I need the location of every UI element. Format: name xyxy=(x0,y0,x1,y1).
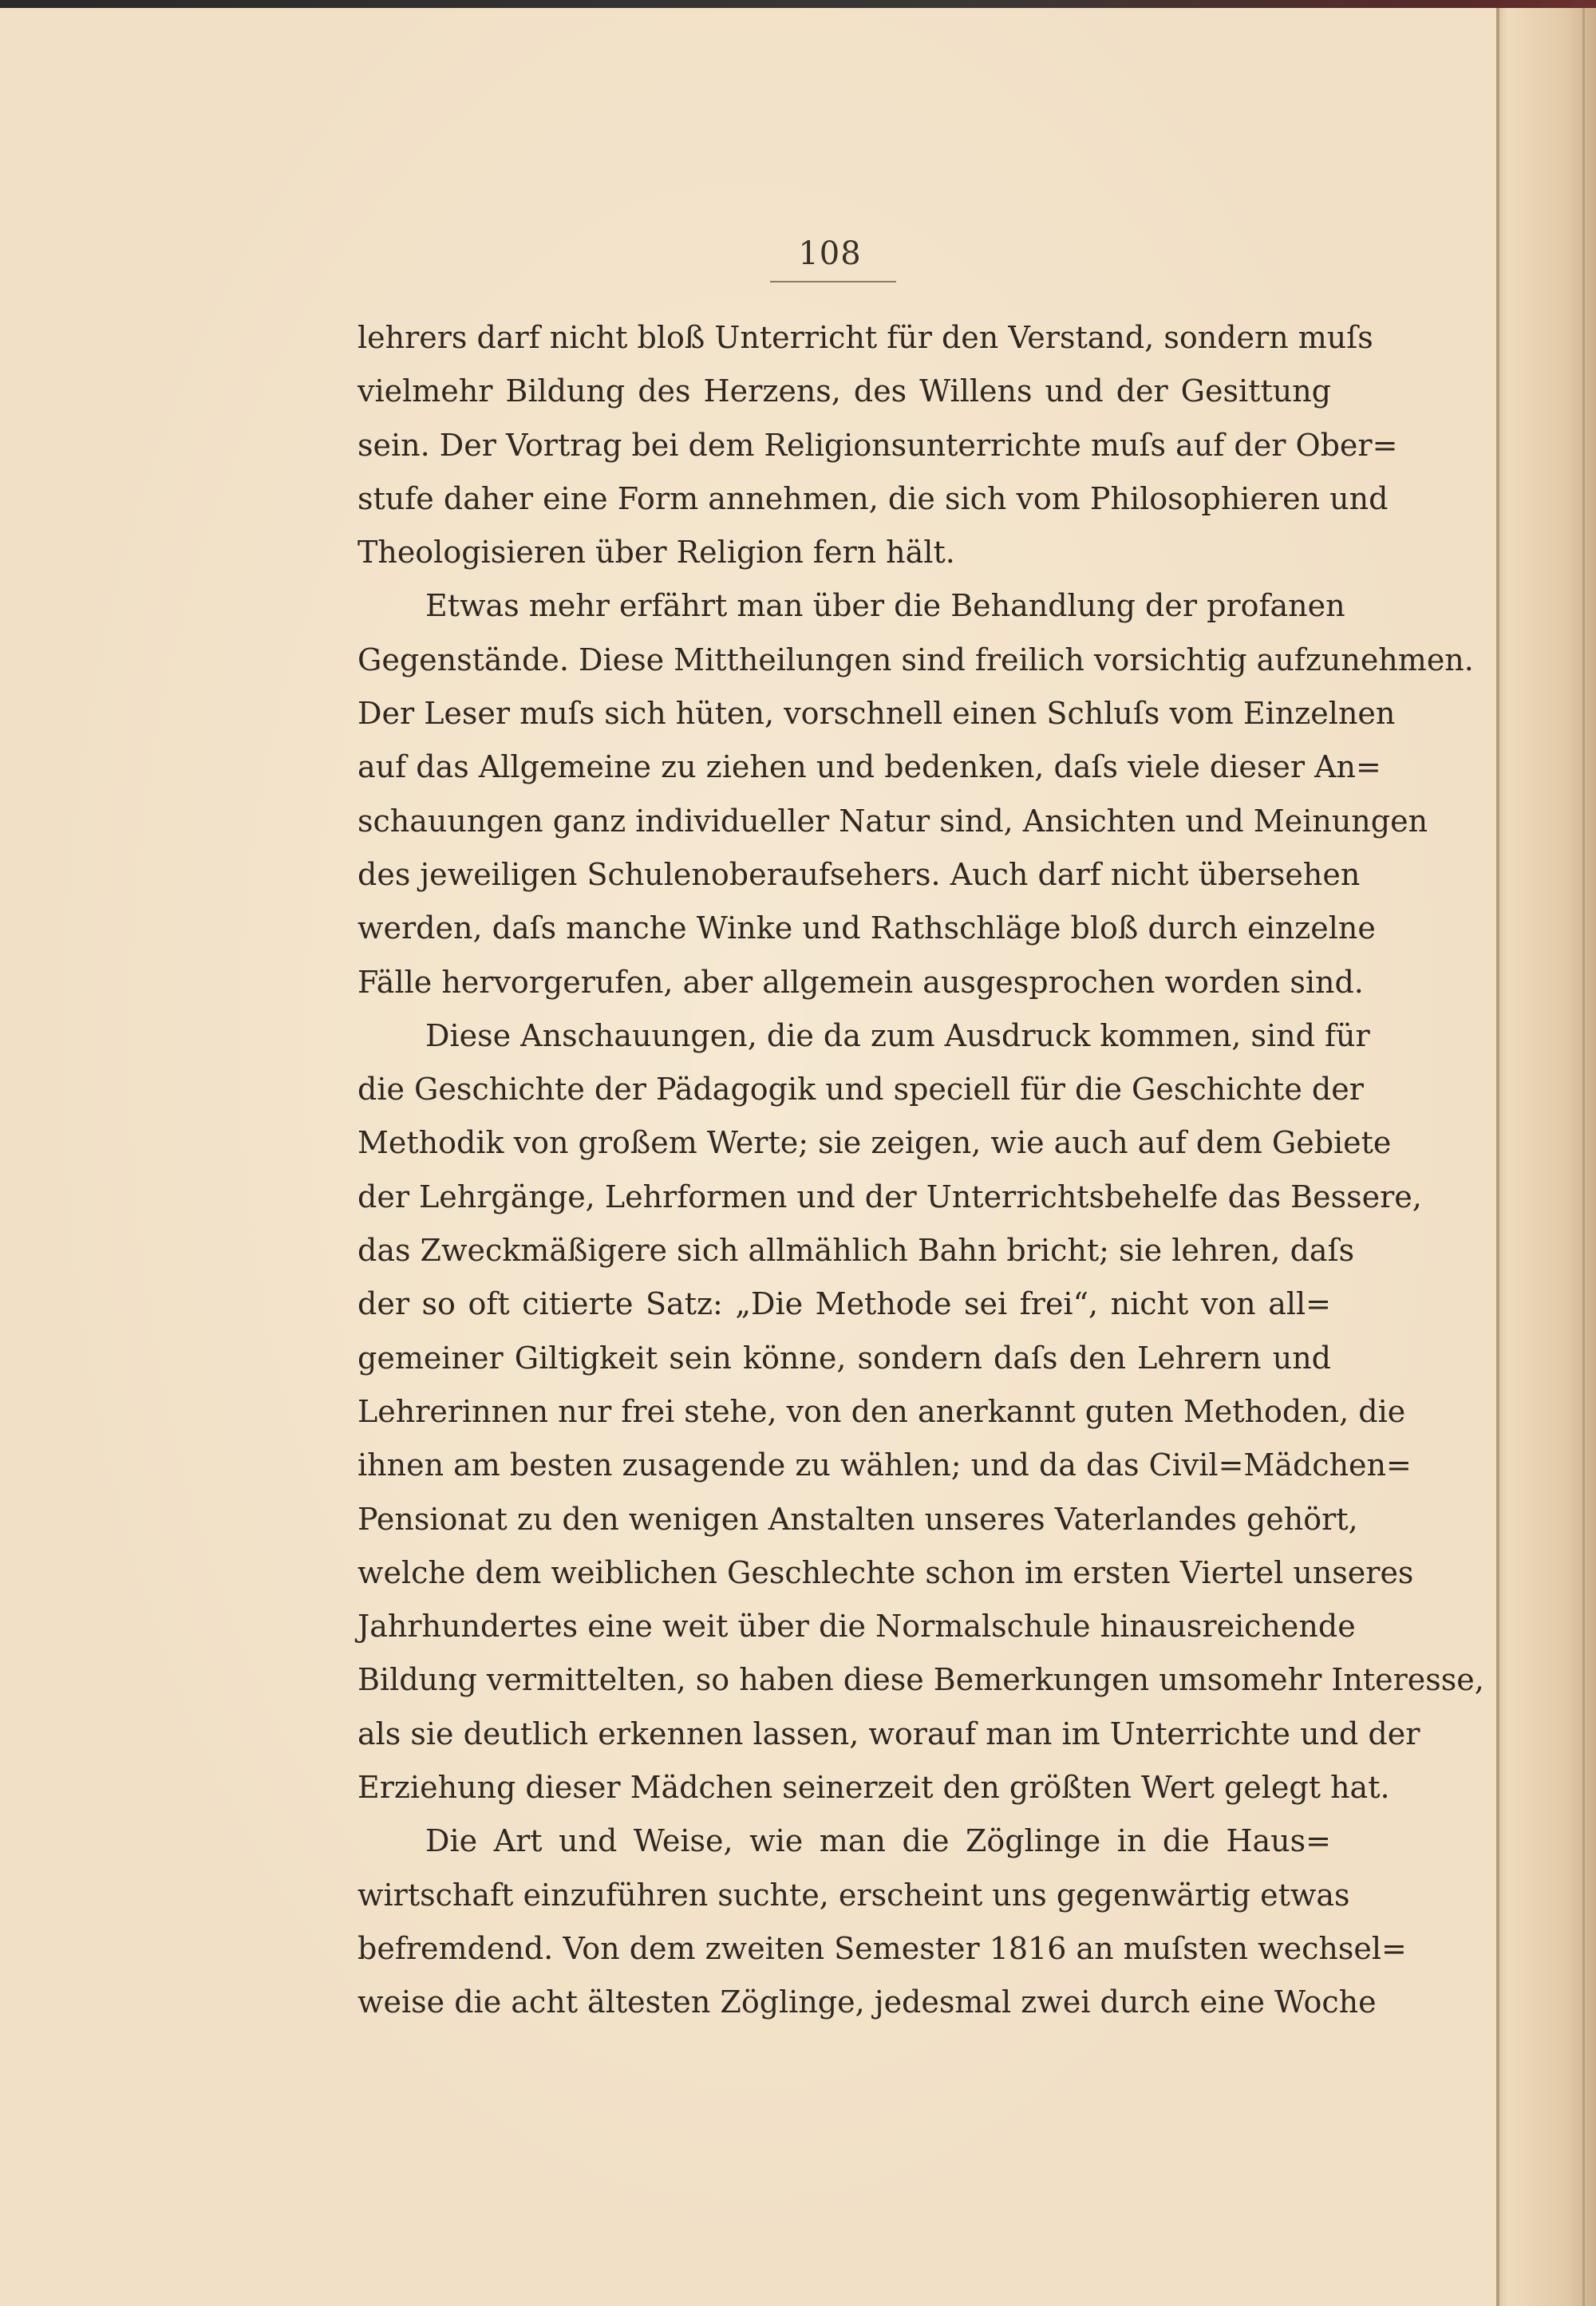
book-page xyxy=(0,8,1496,2306)
text-line: Diese Anschauungen, die da zum Ausdruck kommen, sind für xyxy=(425,1017,1370,1053)
text-line: Der Leser muſs sich hüten, vorschnell einen Schluſs vom Einzelnen xyxy=(358,696,1396,732)
text-line: Theologisieren über Religion fern hält. xyxy=(358,535,955,571)
text-line: das Zweckmäßigere sich allmählich Bahn bricht; sie lehren, daſs xyxy=(358,1233,1355,1269)
text-line: als sie deutlich erkennen lassen, worauf man im Unterrichte und der xyxy=(358,1716,1420,1751)
body-text xyxy=(358,311,1484,2030)
text-line: Die Art und Weise, wie man die Zöglinge in die Haus= xyxy=(425,1823,1331,1859)
text-line: Pensionat zu den wenigen Anstalten unseres Vaterlandes gehört, xyxy=(358,1501,1358,1537)
text-line: Lehrerinnen nur frei stehe, von den anerkannt guten Methoden, die xyxy=(358,1393,1406,1429)
text-line: Gegenstände. Diese Mittheilungen sind freilich vorsichtig aufzunehmen. xyxy=(358,642,1474,677)
text-line: Bildung vermittelten, so haben diese Bemerkungen umsomehr Interesse, xyxy=(358,1662,1484,1698)
text-line: vielmehr Bildung des Herzens, des Willens und der Gesittung xyxy=(358,373,1331,409)
text-line: gemeiner Giltigkeit sein könne, sondern daſs den Lehrern und xyxy=(358,1340,1331,1376)
text-line: auf das Allgemeine zu ziehen und bedenken, daſs viele dieser An= xyxy=(358,749,1381,785)
text-line: ihnen am besten zusagende zu wählen; und da das Civil=Mädchen= xyxy=(358,1447,1412,1483)
text-line: sein. Der Vortrag bei dem Religionsunterrichte muſs auf der Ober= xyxy=(358,427,1398,463)
book-page-edge xyxy=(1496,8,1596,2306)
page-number-rule xyxy=(770,281,896,282)
text-line: der so oft citierte Satz: „Die Methode sei frei“, nicht von all= xyxy=(358,1286,1331,1322)
text-line: die Geschichte der Pädagogik und speciell für die Geschichte der xyxy=(358,1072,1364,1108)
text-line: Etwas mehr erfährt man über die Behandlung der profanen xyxy=(425,588,1345,624)
text-line: befremdend. Von dem zweiten Semester 1816 an muſsten wechsel= xyxy=(358,1930,1407,1966)
text-line: Jahrhundertes eine weit über die Normalschule hinausreichende xyxy=(358,1609,1356,1645)
text-line: weise die acht ältesten Zöglinge, jedesmal zwei durch eine Woche xyxy=(358,1984,1377,2020)
text-line: werden, daſs manche Winke und Rathschläge bloß durch einzelne xyxy=(358,910,1376,946)
text-line: lehrers darf nicht bloß Unterricht für den Verstand, sondern muſs xyxy=(358,320,1373,355)
text-line: stufe daher eine Form annehmen, die sich vom Philosophieren und xyxy=(358,480,1389,516)
text-line: wirtschaft einzuführen suchte, erscheint uns gegenwärtig etwas xyxy=(358,1877,1350,1913)
text-line: Methodik von großem Werte; sie zeigen, wie auch auf dem Gebiete xyxy=(358,1125,1392,1161)
text-line: welche dem weiblichen Geschlechte schon im ersten Viertel unseres xyxy=(358,1554,1414,1590)
page-number: 108 xyxy=(798,235,862,272)
text-line: schauungen ganz individueller Natur sind, Ansichten und Meinungen xyxy=(358,803,1428,839)
text-line: Erziehung dieser Mädchen seinerzeit den größten Wert gelegt hat. xyxy=(358,1770,1390,1806)
text-line: der Lehrgänge, Lehrformen und der Unterrichtsbehelfe das Bessere, xyxy=(358,1179,1422,1214)
text-line: des jeweiligen Schulenoberaufsehers. Auch darf nicht übersehen xyxy=(358,856,1361,892)
text-line: Fälle hervorgerufen, aber allgemein ausgesprochen worden sind. xyxy=(358,964,1364,1000)
